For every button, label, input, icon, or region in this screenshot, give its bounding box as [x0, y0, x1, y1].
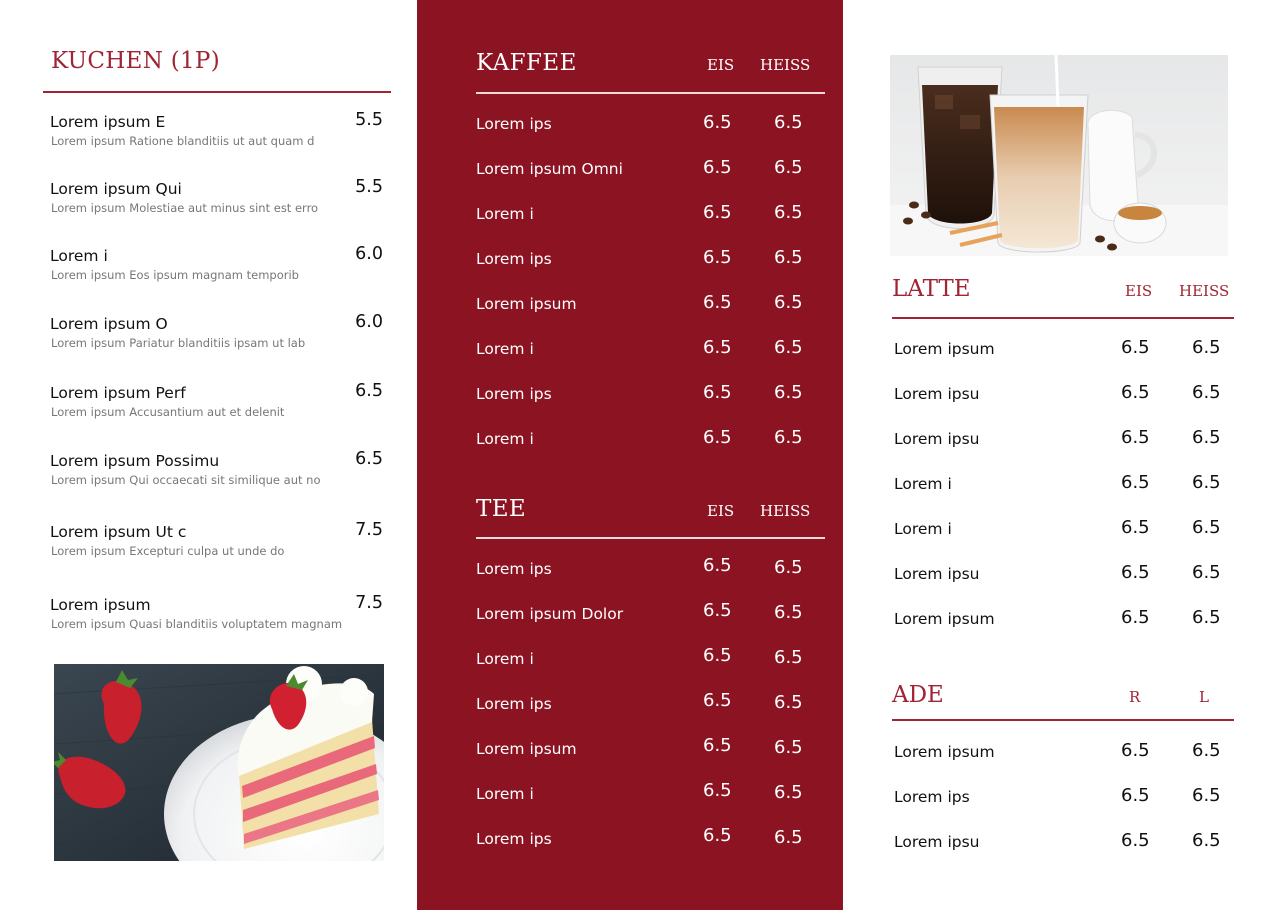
section-title: KAFFEE: [476, 50, 577, 76]
item-price: 6.5: [774, 782, 803, 803]
list-item: [476, 557, 825, 581]
item-price: 6.5: [1192, 562, 1221, 583]
list-item: [476, 202, 825, 226]
item-price: 5.5: [355, 110, 383, 130]
list-item: [476, 647, 825, 671]
item-price: 6.5: [1121, 517, 1150, 538]
item-price: 6.5: [703, 157, 732, 178]
item-price: 6.5: [774, 647, 803, 668]
item-price: 6.5: [1192, 740, 1221, 761]
kuchen-divider: [43, 91, 391, 93]
item-price: 6.5: [703, 735, 732, 756]
item-description: Lorem ipsum Quasi blanditiis voluptatem magnam: [51, 617, 343, 631]
item-price: 6.5: [1121, 740, 1150, 761]
item-name: Lorem ipsum Ut c: [50, 523, 187, 541]
item-name: Lorem ipsum: [50, 596, 151, 614]
section-title: TEE: [476, 496, 527, 522]
item-name: Lorem i: [476, 650, 534, 668]
item-name: Lorem ipsu: [894, 833, 980, 851]
column-header: HEISS: [760, 502, 811, 520]
list-item: [894, 517, 1234, 541]
item-name: Lorem i: [476, 785, 534, 803]
item-name: Lorem ipsum: [894, 743, 995, 761]
item-price: 6.5: [1192, 427, 1221, 448]
item-name: Lorem ips: [476, 830, 552, 848]
list-item: [894, 562, 1234, 586]
latte-divider: [892, 317, 1234, 319]
item-price: 6.5: [774, 202, 803, 223]
item-description: Lorem ipsum Ratione blanditiis ut aut quam d: [51, 134, 315, 148]
item-name: Lorem i: [476, 430, 534, 448]
kaffee-divider: [476, 92, 825, 94]
item-price: 6.5: [1192, 785, 1221, 806]
section-title: ADE: [892, 682, 944, 708]
item-name: Lorem ipsu: [894, 565, 980, 583]
list-item: [894, 382, 1234, 406]
item-price: 6.5: [1192, 337, 1221, 358]
item-price: 6.5: [1121, 830, 1150, 851]
column-header: EIS: [707, 502, 735, 520]
item-name: Lorem i: [50, 247, 108, 265]
item-price: 7.5: [355, 593, 383, 613]
column-header: EIS: [1125, 282, 1153, 300]
item-price: 6.5: [1121, 607, 1150, 628]
list-item: [894, 785, 1234, 809]
item-price: 6.5: [774, 827, 803, 848]
item-price: 6.5: [1192, 382, 1221, 403]
item-price: 6.5: [703, 780, 732, 801]
list-item: [50, 110, 390, 159]
item-name: Lorem ips: [894, 788, 970, 806]
item-price: 7.5: [355, 520, 383, 540]
list-item: [476, 737, 825, 761]
iced-coffee-photo: [890, 55, 1228, 256]
list-item: [50, 381, 390, 430]
item-name: Lorem ipsu: [894, 430, 980, 448]
item-name: Lorem ipsum E: [50, 113, 166, 131]
item-name: Lorem ipsum: [476, 740, 577, 758]
list-item: [894, 607, 1234, 631]
list-item: [476, 427, 825, 451]
item-price: 6.5: [774, 247, 803, 268]
item-price: 6.5: [703, 600, 732, 621]
list-item: [50, 593, 390, 642]
item-price: 6.5: [703, 690, 732, 711]
item-name: Lorem ipsum: [476, 295, 577, 313]
item-name: Lorem ipsum: [894, 340, 995, 358]
item-description: Lorem ipsum Pariatur blanditiis ipsam ut lab: [51, 336, 306, 350]
item-price: 6.5: [703, 202, 732, 223]
section-title: LATTE: [892, 276, 971, 302]
strawberry-cake-image: [54, 664, 384, 861]
list-item: [476, 337, 825, 361]
item-price: 5.5: [355, 177, 383, 197]
item-name: Lorem ipsum Omni: [476, 160, 623, 178]
item-price: 6.0: [355, 244, 383, 264]
item-price: 6.5: [703, 292, 732, 313]
list-item: [50, 312, 390, 361]
column-header: HEISS: [760, 56, 811, 74]
list-item: [50, 177, 390, 226]
item-name: Lorem i: [894, 475, 952, 493]
column-header: L: [1199, 688, 1209, 706]
item-description: Lorem ipsum Eos ipsum magnam temporib: [51, 268, 299, 282]
item-price: 6.5: [1192, 607, 1221, 628]
kuchen-title: KUCHEN (1P): [51, 48, 220, 74]
item-name: Lorem ipsum Perf: [50, 384, 186, 402]
item-description: Lorem ipsum Qui occaecati sit similique aut no: [51, 473, 321, 487]
item-name: Lorem ipsum Possimu: [50, 452, 220, 470]
list-item: [476, 782, 825, 806]
item-price: 6.5: [774, 737, 803, 758]
item-price: 6.5: [703, 112, 732, 133]
list-item: [476, 602, 825, 626]
latte-header: [892, 276, 1234, 306]
item-name: Lorem i: [894, 520, 952, 538]
item-price: 6.5: [703, 337, 732, 358]
list-item: [894, 427, 1234, 451]
item-name: Lorem i: [476, 340, 534, 358]
item-price: 6.5: [774, 112, 803, 133]
tee-divider: [476, 537, 825, 539]
item-price: 6.5: [774, 382, 803, 403]
item-price: 6.5: [703, 382, 732, 403]
list-item: [476, 112, 825, 136]
list-item: [894, 740, 1234, 764]
list-item: [894, 337, 1234, 361]
list-item: [50, 449, 390, 498]
item-name: Lorem ips: [476, 115, 552, 133]
item-name: Lorem ips: [476, 250, 552, 268]
list-item: [476, 157, 825, 181]
item-name: Lorem ipsum Qui: [50, 180, 182, 198]
column-header: EIS: [707, 56, 735, 74]
item-description: Lorem ipsum Accusantium aut et delenit: [51, 405, 285, 419]
item-price: 6.5: [703, 645, 732, 666]
list-item: [894, 830, 1234, 854]
center-panel: [417, 0, 843, 910]
item-name: Lorem ips: [476, 695, 552, 713]
item-price: 6.5: [703, 825, 732, 846]
item-name: Lorem ips: [476, 560, 552, 578]
item-price: 6.5: [774, 692, 803, 713]
item-price: 6.5: [703, 555, 732, 576]
item-price: 6.5: [1121, 472, 1150, 493]
item-price: 6.5: [1192, 830, 1221, 851]
item-price: 6.5: [1121, 337, 1150, 358]
list-item: [50, 520, 390, 569]
list-item: [476, 827, 825, 851]
list-item: [476, 292, 825, 316]
item-name: Lorem ipsum: [894, 610, 995, 628]
list-item: [894, 472, 1234, 496]
item-price: 6.5: [703, 247, 732, 268]
item-description: Lorem ipsum Molestiae aut minus sint est erro: [51, 201, 319, 215]
item-price: 6.5: [1121, 427, 1150, 448]
item-name: Lorem ipsum Dolor: [476, 605, 624, 623]
item-description: Lorem ipsum Excepturi culpa ut unde do: [51, 544, 285, 558]
tee-header: [476, 496, 825, 526]
list-item: [476, 692, 825, 716]
item-price: 6.5: [1121, 785, 1150, 806]
item-price: 6.5: [355, 449, 383, 469]
item-price: 6.5: [774, 337, 803, 358]
iced-coffee-image: [890, 55, 1228, 256]
list-item: [476, 247, 825, 271]
ade-header: [892, 682, 1234, 712]
item-name: Lorem ips: [476, 385, 552, 403]
column-header: HEISS: [1179, 282, 1230, 300]
item-price: 6.5: [1121, 382, 1150, 403]
item-price: 6.5: [774, 557, 803, 578]
item-price: 6.5: [1192, 472, 1221, 493]
column-header: R: [1129, 688, 1141, 706]
item-price: 6.5: [1121, 562, 1150, 583]
item-price: 6.5: [774, 602, 803, 623]
item-price: 6.5: [774, 292, 803, 313]
item-name: Lorem i: [476, 205, 534, 223]
ade-divider: [892, 719, 1234, 721]
list-item: [476, 382, 825, 406]
item-price: 6.5: [1192, 517, 1221, 538]
item-name: Lorem ipsum O: [50, 315, 168, 333]
item-price: 6.5: [355, 381, 383, 401]
cake-photo: [54, 664, 384, 861]
item-name: Lorem ipsu: [894, 385, 980, 403]
list-item: [50, 244, 390, 293]
item-price: 6.0: [355, 312, 383, 332]
item-price: 6.5: [774, 157, 803, 178]
kaffee-header: [476, 50, 825, 80]
item-price: 6.5: [774, 427, 803, 448]
item-price: 6.5: [703, 427, 732, 448]
